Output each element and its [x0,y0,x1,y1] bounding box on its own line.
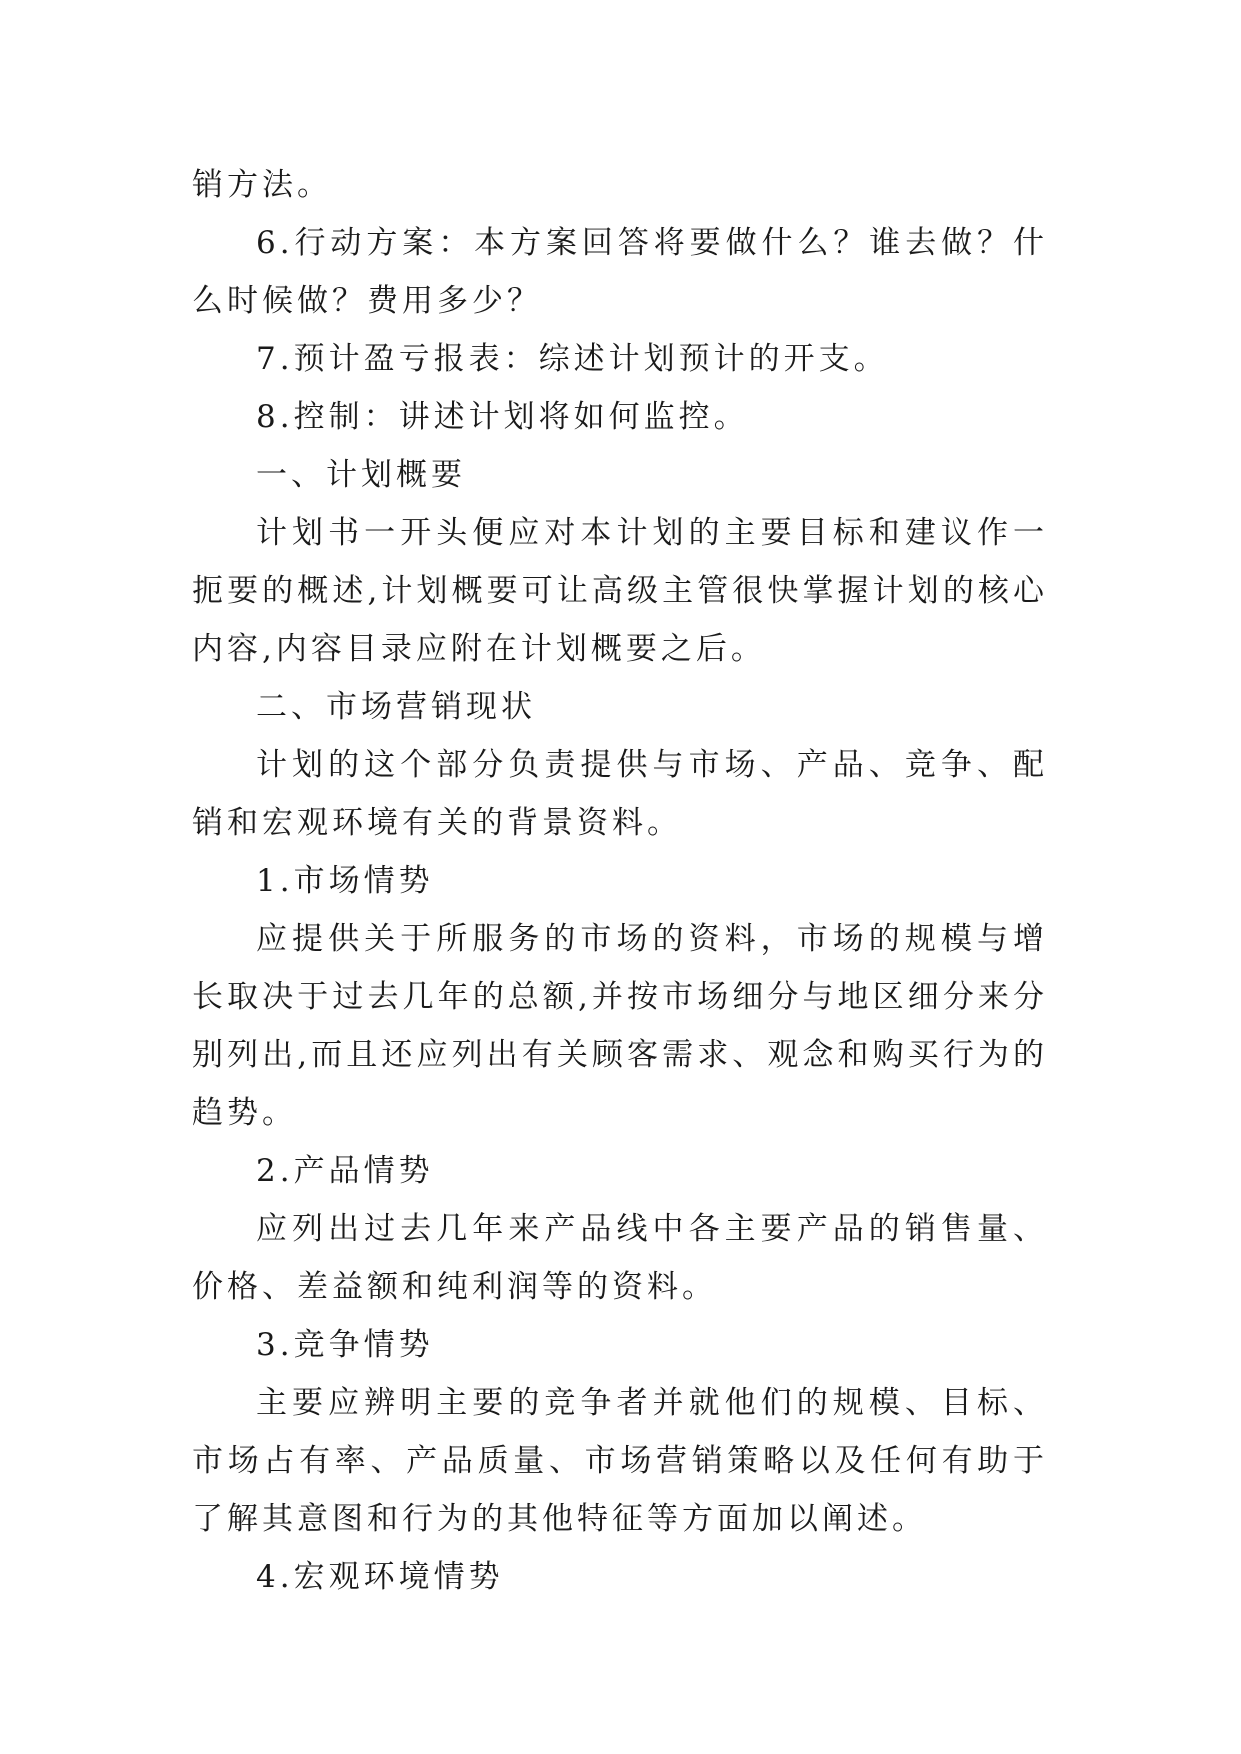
subheading-competition-situation: 3.竞争情势 [256,1327,434,1363]
section-heading-plan-summary: 一、计划概要 [256,457,466,493]
section-heading-marketing-status: 二、市场营销现状 [256,689,536,725]
document-body [192,156,1048,1606]
paragraph-control: 8.控制：讲述计划将如何监控。 [256,399,749,435]
paragraph-market-situation: 应提供关于所服务的市场的资料，市场的规模与增长取决于过去几年的总额,并按市场细分与地区细分来分别列出,而且还应列出有关顾客需求、观念和购买行为的趋势。 [192,921,1048,1131]
paragraph-continuation: 销方法。 [192,167,332,203]
subheading-market-situation: 1.市场情势 [256,863,434,899]
paragraph-action-plan: 6.行动方案：本方案回答将要做什么？谁去做？什么时候做？费用多少？ [192,225,1048,319]
paragraph-competition-situation: 主要应辨明主要的竞争者并就他们的规模、目标、市场占有率、产品质量、市场营销策略以及任何有助于了解其意图和行为的其他特征等方面加以阐述。 [192,1385,1048,1537]
paragraph-marketing-status: 计划的这个部分负责提供与市场、产品、竞争、配销和宏观环境有关的背景资料。 [192,747,1048,841]
subheading-product-situation: 2.产品情势 [256,1153,434,1189]
subheading-macro-environment: 4.宏观环境情势 [256,1559,504,1595]
paragraph-product-situation: 应列出过去几年来产品线中各主要产品的销售量、价格、差益额和纯利润等的资料。 [192,1211,1048,1305]
paragraph-profit-loss: 7.预计盈亏报表：综述计划预计的开支。 [256,341,889,377]
paragraph-plan-summary: 计划书一开头便应对本计划的主要目标和建议作一扼要的概述,计划概要可让高级主管很快掌握计划的核心内容,内容目录应附在计划概要之后。 [192,515,1048,667]
